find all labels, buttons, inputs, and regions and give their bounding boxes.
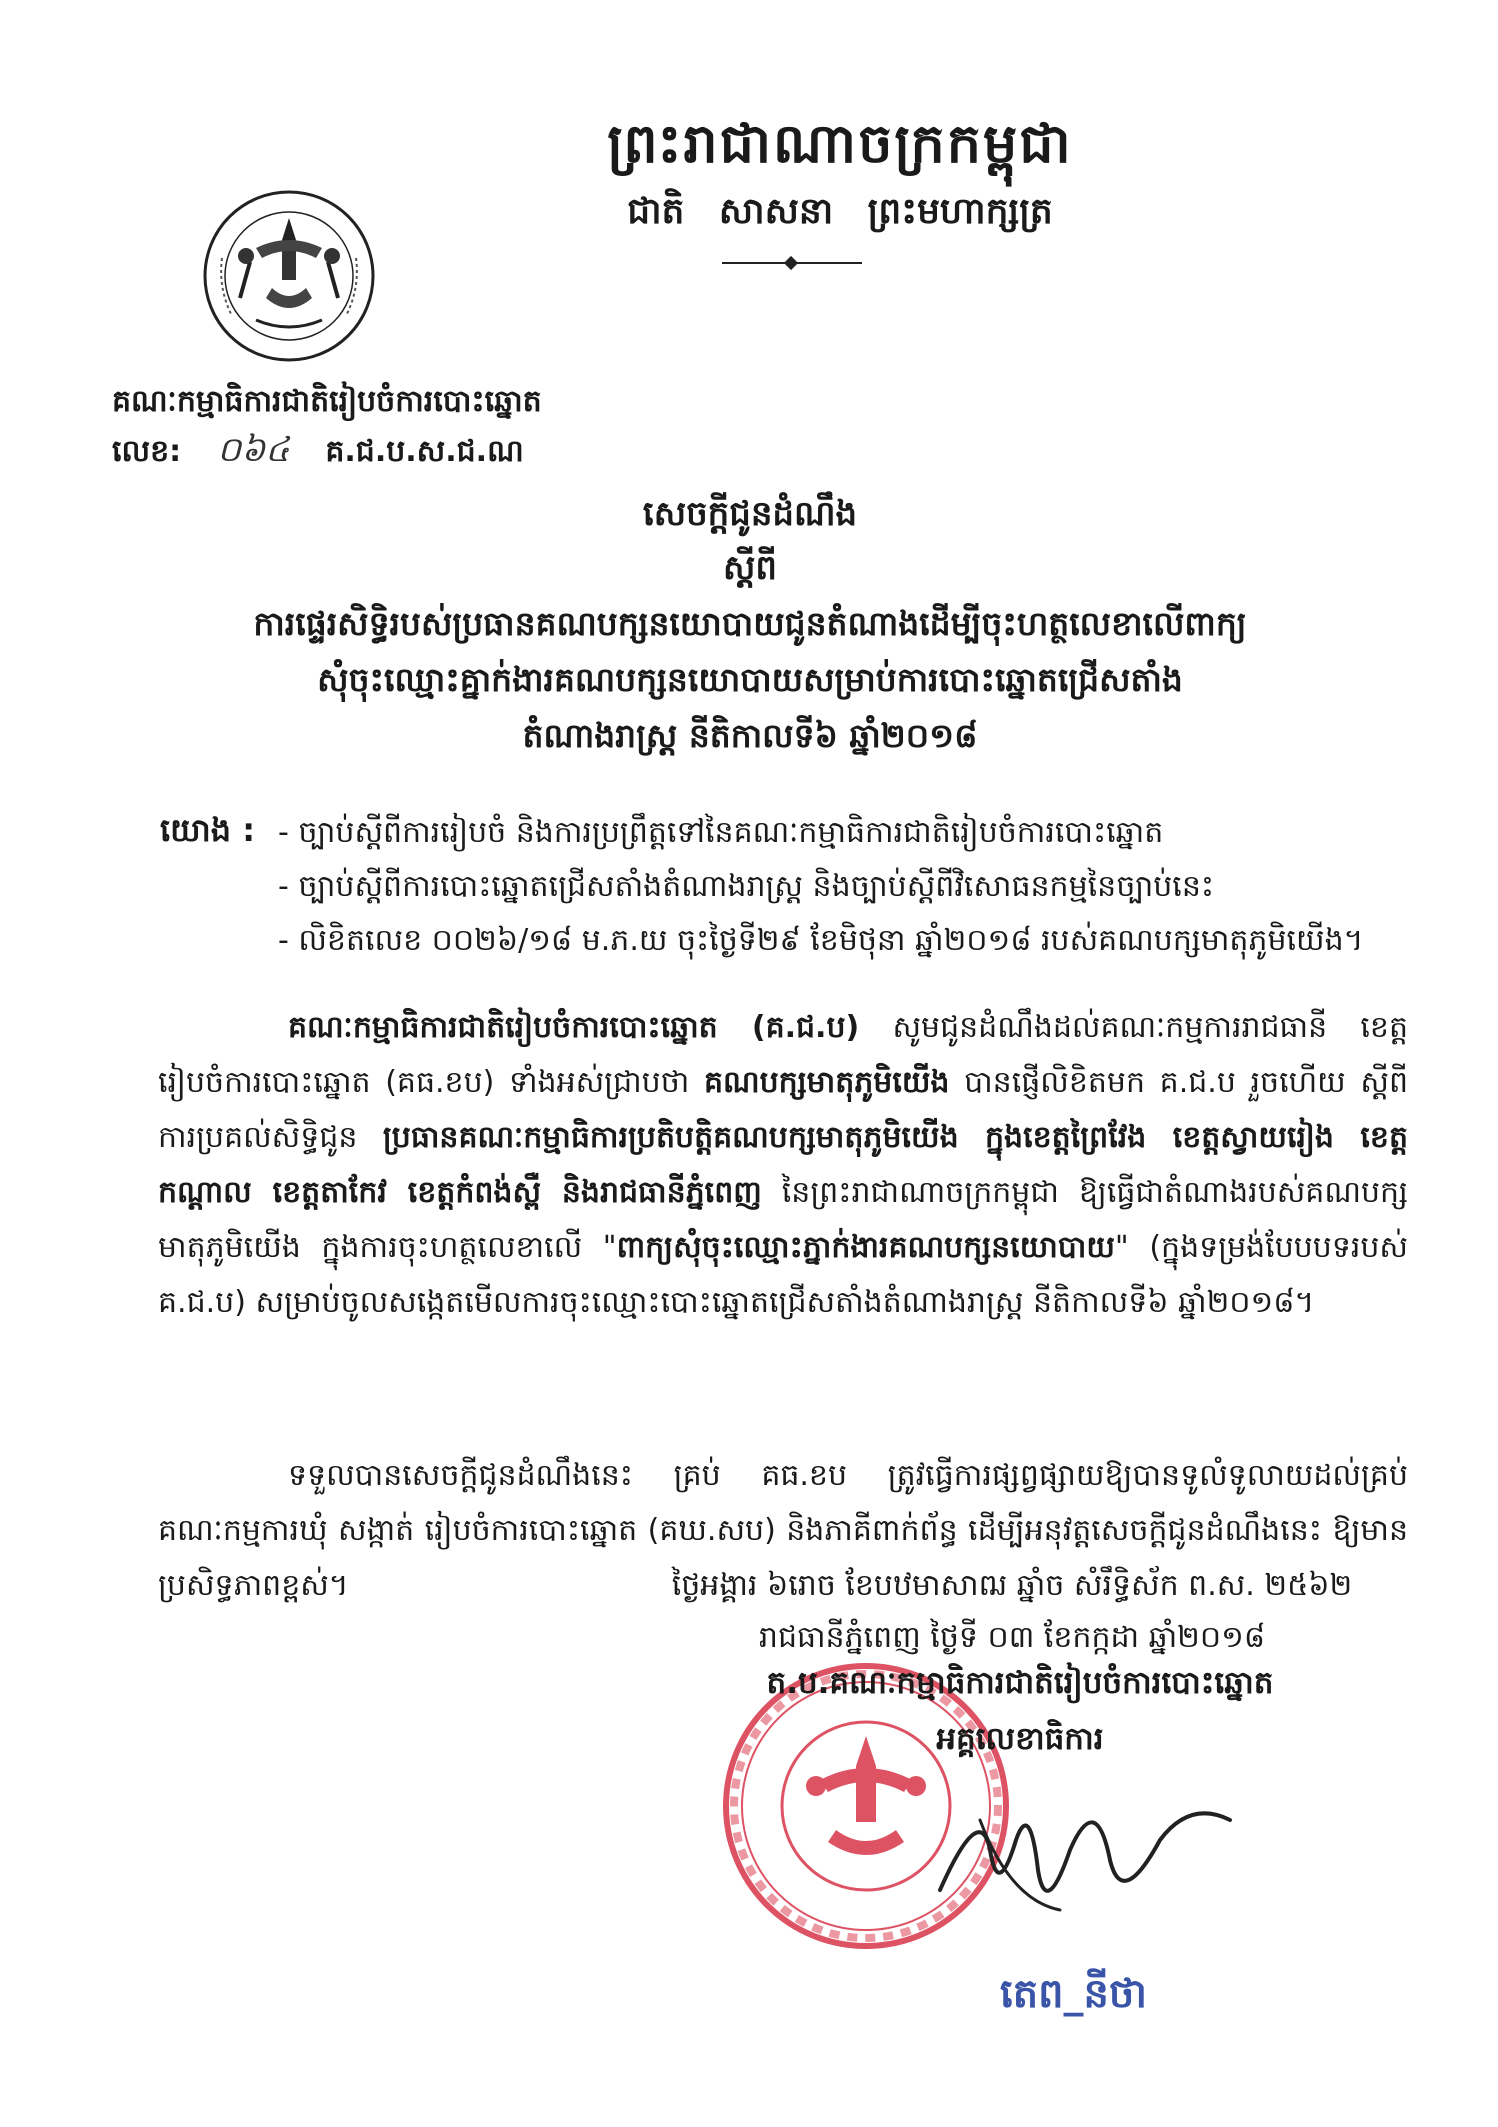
- reference-suffix: គ.ជ.ប.ស.ជ.ណ: [325, 434, 524, 469]
- basis-item: - ច្បាប់ស្តីពីការបោះឆ្នោតជ្រើសតាំងតំណាងរាស្ត្រ និងច្បាប់ស្តីពីវិសោធនកម្មនៃច្បាប់នេះ: [278, 869, 1215, 904]
- reference-line: [112, 428, 524, 478]
- signer-name: តេព_នីថា: [1000, 1971, 1147, 2017]
- reference-number: ០៦៤: [217, 430, 290, 470]
- basis-item: - លិខិតលេខ ០០២៦/១៨ ម.ភ.យ ចុះថ្ងៃទី២៩ ខែមិថុនា ឆ្នាំ២០១៨ របស់គណបក្សមាតុភូមិយើង។: [278, 923, 1364, 958]
- kingdom-heading: ព្រះរាជាណាចក្រកម្ពុជា: [607, 112, 1073, 175]
- body-text: នៃព្រះរាជាណាចក្រកម្ពុជា ឱ្យធ្វើជាតំណាងរបស់គណបក្សមាតុភូមិយើង ក្នុងការចុះហត្ថលេខាលើ ": [158, 1175, 1408, 1265]
- date-block: [612, 1560, 1412, 1664]
- body-bold-text: គណបក្សមាតុភូមិយើង: [703, 1065, 950, 1100]
- header-divider: [722, 262, 862, 264]
- reference-label: លេខ:: [112, 434, 182, 469]
- about-heading: ស្តីពី: [723, 548, 777, 588]
- national-emblem-icon: [196, 188, 382, 364]
- body-bold-text: ប្រធានគណៈកម្មាធិការប្រតិបត្តិគណបក្សមាតុភូមិយើង ក្នុងខេត្តព្រៃវែង ខេត្តស្វាយរៀង ខេត្តកណ្តាល ខេត្តតាកែវ ខេត្តកំពង់ស្ពឺ និងរាជធានីភ្នំពេញ: [158, 1120, 1408, 1210]
- handwritten-signature-icon: [920, 1780, 1250, 1940]
- basis-list: [278, 806, 1388, 968]
- document-type-heading: សេចក្តីជូនដំណឹង: [642, 494, 858, 534]
- signer-role: អគ្គលេខាធិការ: [936, 1721, 1104, 1757]
- subject-line: តំណាងរាស្ត្រ នីតិកាលទី៦ ឆ្នាំ២០១៨: [522, 716, 978, 755]
- on-behalf-of: ត.ប.គណៈកម្មាធិការជាតិរៀបចំការបោះឆ្នោត: [766, 1665, 1274, 1701]
- subject-line: ការផ្ទេរសិទ្ធិរបស់ប្រធានគណបក្សនយោបាយជូនតំណាងដើម្បីចុះហត្ថលេខាលើពាក្យ: [253, 604, 1247, 643]
- solar-date: រាជធានីភ្នំពេញ ថ្ងៃទី ០៣ ខែកក្កដា ឆ្នាំ២០១៨: [758, 1620, 1266, 1655]
- body-paragraph-2: ទទួលបានសេចក្តីជូនដំណឹងនេះ គ្រប់ គធ.ខប ត្រូវធ្វើការផ្សព្វផ្សាយឱ្យបានទូលំទូលាយដល់គ្រប់ គណៈកម្មការឃុំ សង្កាត់ រៀបចំការបោះឆ្នោត (គឃ.សប) និងភាគីពាក់ព័ន្ធ ដើម្បីអនុវត្តសេចក្តីជូនដំណឹងនេះ ឱ្យមានប្រសិទ្ធភាពខ្ពស់។: [158, 1458, 1408, 1603]
- body-text: " (ក្នុងទម្រង់បែបបទរបស់ គ.ជ.ប) សម្រាប់ចូលសង្កេតមើលការចុះឈ្មោះបោះឆ្នោតជ្រើសតាំងតំណាងរាស្ត្រ នីតិកាលទី៦ ឆ្នាំ២០១៨។: [158, 1230, 1409, 1320]
- body-text: សូមជូនដំណឹងដល់គណៈកម្មការរាជធានី ខេត្ត រៀបចំការបោះឆ្នោត (គធ.ខប) ទាំងអស់ជ្រាបថា: [158, 1010, 1409, 1100]
- body-paragraph-1: [158, 1000, 1408, 1330]
- body-bold-text: ពាក្យសុំចុះឈ្មោះភ្នាក់ងារគណបក្សនយោបាយ: [616, 1230, 1115, 1265]
- issuing-organization: គណៈកម្មាធិការជាតិរៀបចំការបោះឆ្នោត: [112, 384, 542, 419]
- national-motto: ជាតិ សាសនា ព្រះមហាក្សត្រ: [627, 191, 1053, 232]
- body-bold-text: គណៈកម្មាធិការជាតិរៀបចំការបោះឆ្នោត (គ.ជ.ប): [288, 1010, 860, 1045]
- subject-line: សុំចុះឈ្មោះគ្នាក់ងារគណបក្សនយោបាយសម្រាប់ការបោះឆ្នោតជ្រើសតាំង: [317, 660, 1183, 699]
- subject-heading: [180, 596, 1320, 764]
- lunar-date: ថ្ងៃអង្គារ ៦រោច ខែបឋមាសាឍ ឆ្នាំច សំរឹទ្ធិស័ក ព.ស. ២៥៦២: [671, 1568, 1353, 1603]
- basis-item: - ច្បាប់ស្តីពីការរៀបចំ និងការប្រព្រឹត្តទៅនៃគណៈកម្មាធិការជាតិរៀបចំការបោះឆ្នោត: [278, 815, 1164, 850]
- body-text: បានផ្ញើលិខិតមក គ.ជ.ប រួចហើយ ស្តីពីការប្រគល់សិទ្ធិជូន: [158, 1065, 1408, 1155]
- basis-label: យោង :: [160, 811, 256, 849]
